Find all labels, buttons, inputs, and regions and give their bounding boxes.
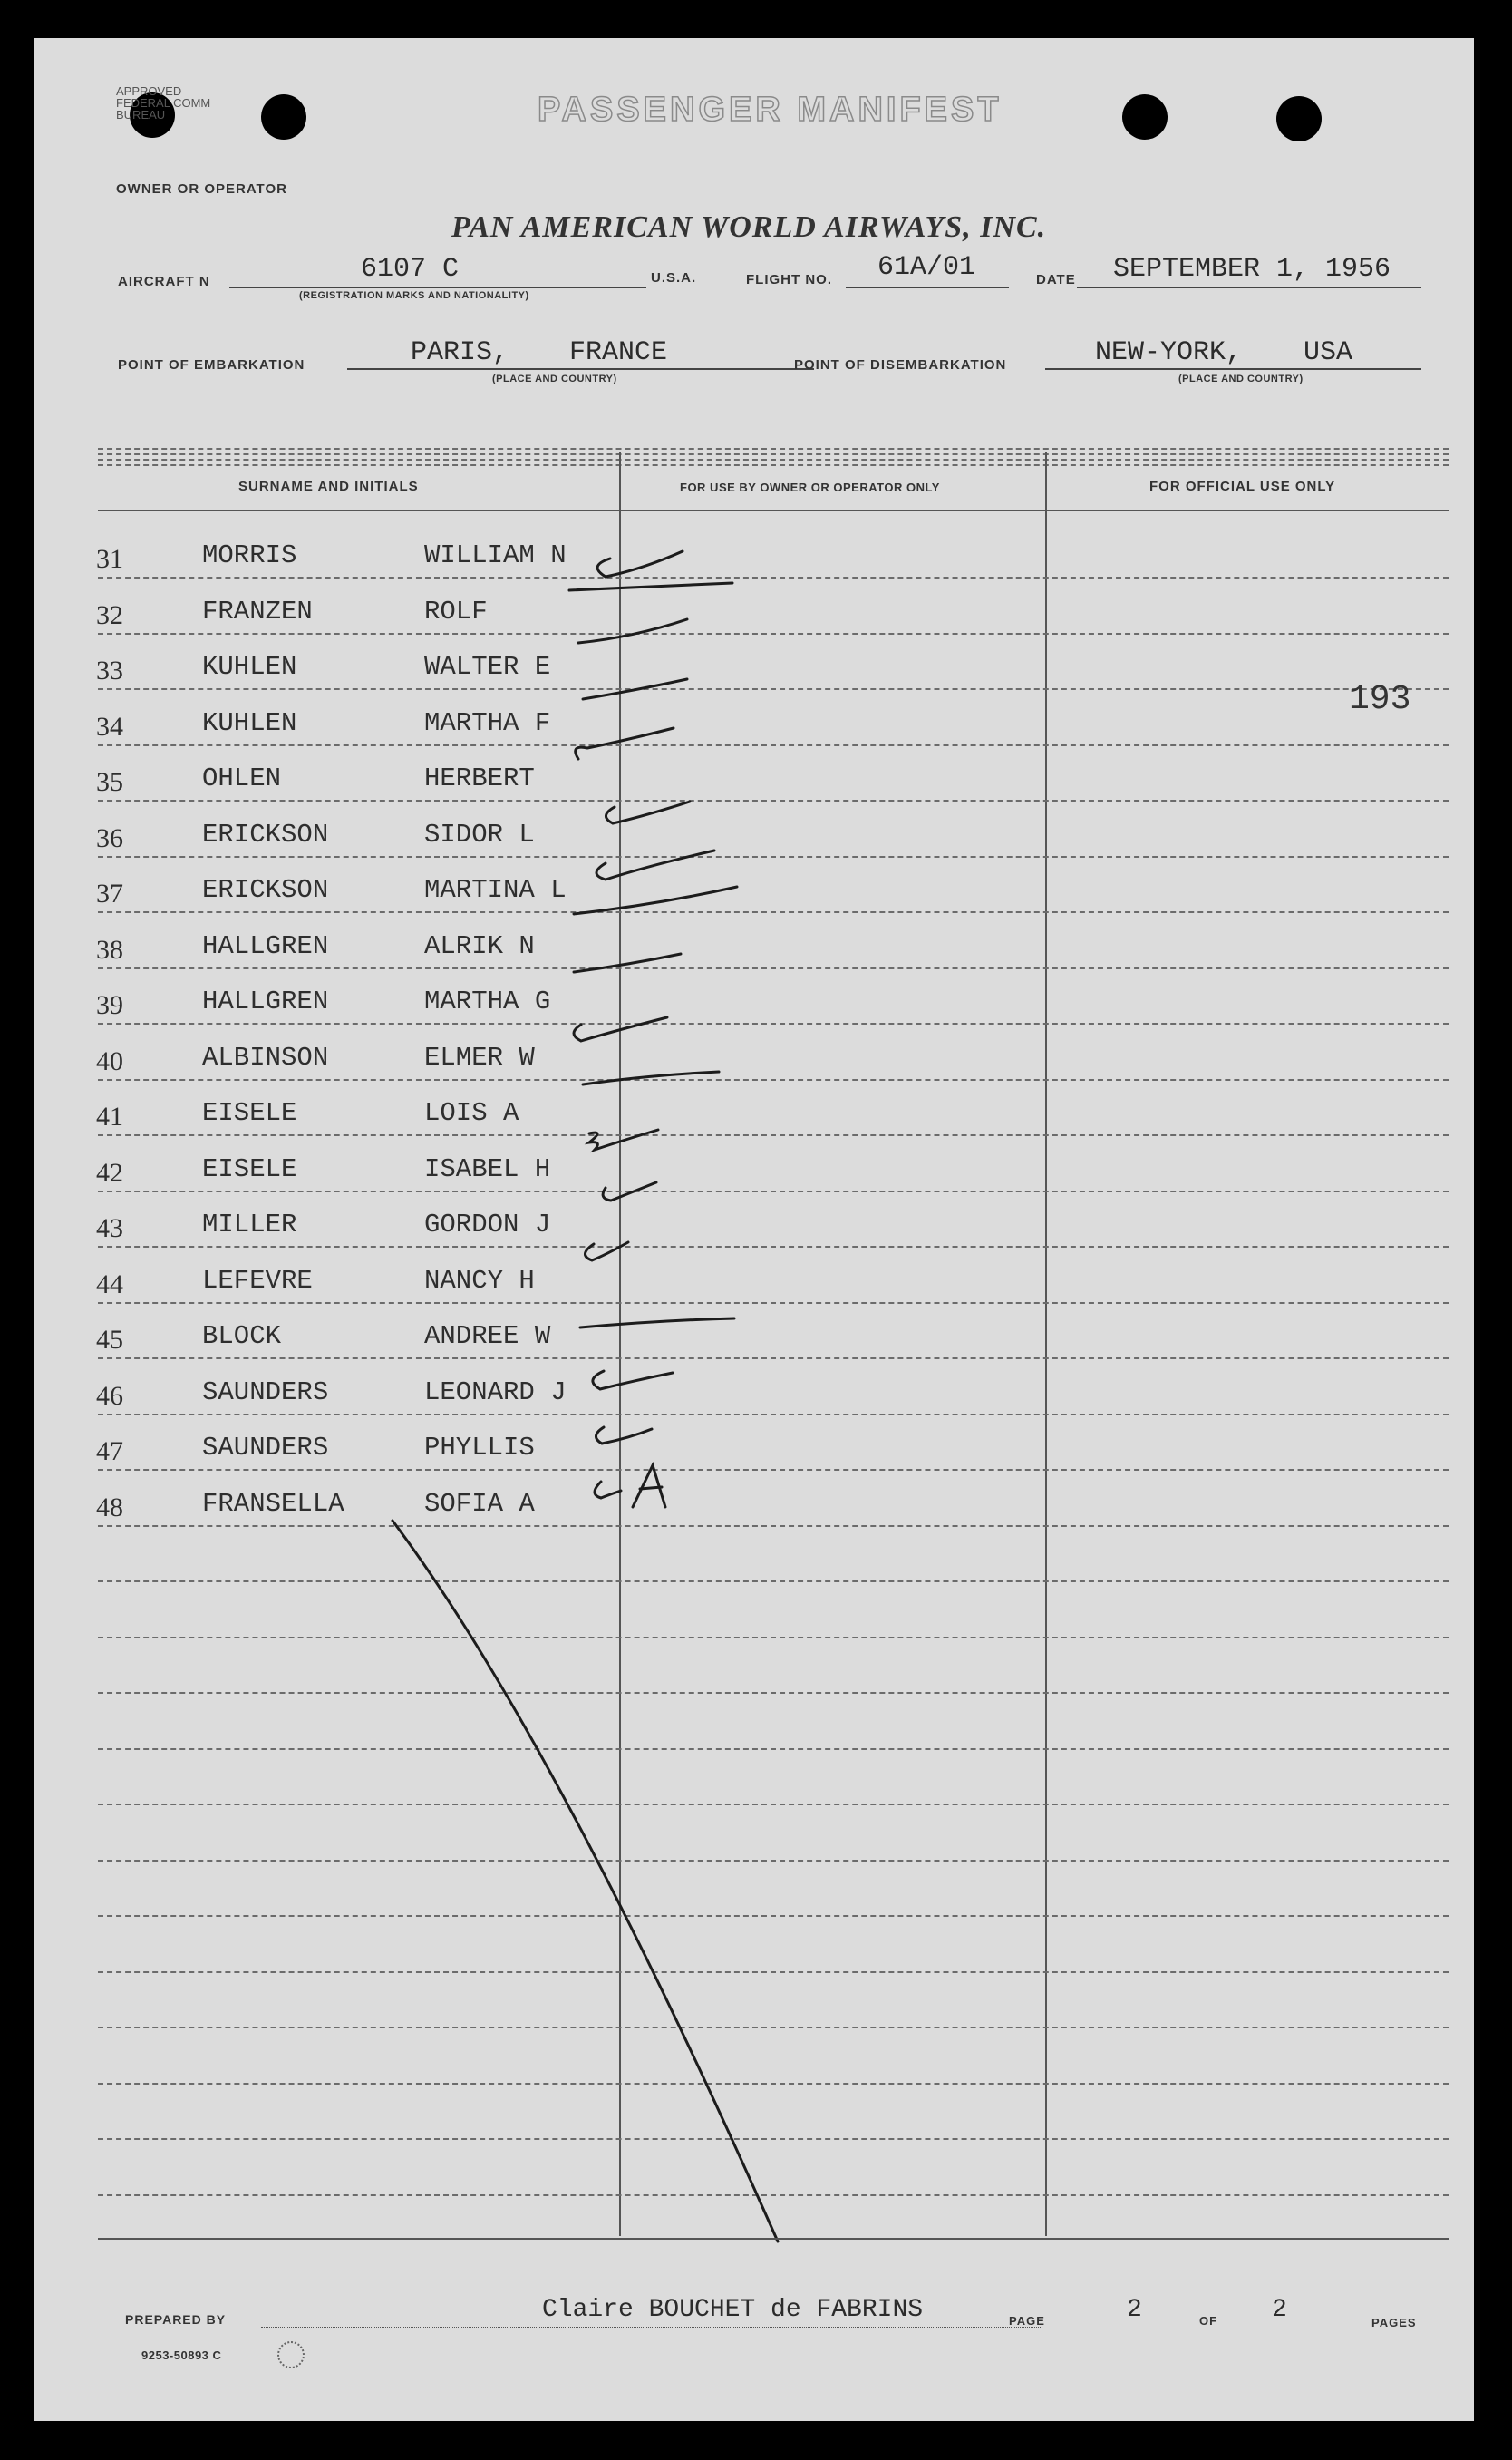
- usa-label: U.S.A.: [651, 270, 697, 286]
- aircraft-sublabel: (REGISTRATION MARKS AND NATIONALITY): [299, 290, 529, 301]
- row-number: 48: [96, 1492, 123, 1522]
- prepared-by-underline: [261, 2327, 1041, 2328]
- surname: FRANSELLA: [202, 1488, 344, 1519]
- initials: ANDREE W: [424, 1321, 551, 1351]
- embarkation-underline: [347, 368, 814, 370]
- disembarkation-country: USA: [1304, 337, 1353, 368]
- surname: MILLER: [202, 1210, 297, 1240]
- header-bottom-rule: [98, 510, 1449, 511]
- row-rule: [98, 1971, 1449, 1973]
- surname: KUHLEN: [202, 652, 297, 682]
- surname: HALLGREN: [202, 987, 329, 1016]
- embarkation-city: PARIS,: [411, 337, 509, 368]
- surname: BLOCK: [202, 1321, 282, 1351]
- row-rule: [98, 1414, 1449, 1415]
- aircraft-value: 6107 C: [361, 254, 460, 285]
- owner-value: PAN AMERICAN WORLD AIRWAYS, INC.: [451, 210, 1047, 244]
- official-note: 193: [1349, 680, 1411, 719]
- initials: MARTINA L: [424, 875, 567, 905]
- row-number: 31: [96, 544, 123, 574]
- date-label: DATE: [1036, 272, 1076, 287]
- table-bottom-rule: [98, 2238, 1449, 2240]
- union-bug-icon: [277, 2341, 305, 2368]
- initials: ISABEL H: [424, 1153, 551, 1184]
- initials: NANCY H: [424, 1265, 535, 1296]
- of-value: 2: [1272, 2296, 1287, 2324]
- manifest-sheet: [34, 38, 1474, 2421]
- row-rule: [98, 1023, 1449, 1025]
- row-rule: [98, 2194, 1449, 2196]
- initials: WILLIAM N: [424, 540, 567, 570]
- row-number: 47: [96, 1436, 123, 1466]
- row-number: 39: [96, 990, 123, 1020]
- row-number: 32: [96, 599, 123, 630]
- initials: HERBERT: [424, 763, 535, 793]
- row-number: 34: [96, 711, 123, 742]
- surname: HALLGREN: [202, 930, 329, 961]
- aircraft-label: AIRCRAFT N: [118, 274, 210, 289]
- row-rule: [98, 1804, 1449, 1805]
- owner-label: OWNER OR OPERATOR: [116, 181, 287, 197]
- row-rule: [98, 688, 1449, 690]
- row-rule: [98, 856, 1449, 858]
- row-number: 45: [96, 1325, 123, 1355]
- row-rule: [98, 2138, 1449, 2140]
- approval-line: BUREAU: [116, 108, 166, 122]
- surname: ERICKSON: [202, 875, 329, 905]
- row-rule: [98, 1134, 1449, 1136]
- page-title: PASSENGER MANIFEST: [538, 91, 1003, 129]
- row-rule: [98, 967, 1449, 969]
- approval-stamp: [116, 85, 210, 121]
- surname: LEFEVRE: [202, 1265, 313, 1296]
- embarkation-sublabel: (PLACE AND COUNTRY): [492, 374, 617, 384]
- row-rule: [98, 911, 1449, 913]
- row-rule: [98, 1246, 1449, 1248]
- table-top-rule: [98, 459, 1449, 461]
- column-header-operator: FOR USE BY OWNER OR OPERATOR ONLY: [680, 481, 940, 494]
- row-rule: [98, 1079, 1449, 1081]
- row-number: 36: [96, 822, 123, 853]
- prepared-by-value: Claire BOUCHET de FABRINS: [542, 2296, 924, 2324]
- row-number: 38: [96, 934, 123, 965]
- disembarkation-city: NEW-YORK,: [1095, 337, 1243, 368]
- surname: ALBINSON: [202, 1042, 329, 1073]
- surname: FRANZEN: [202, 596, 313, 627]
- initials: SIDOR L: [424, 819, 535, 850]
- of-label: OF: [1199, 2314, 1218, 2328]
- embarkation-label: POINT OF EMBARKATION: [118, 357, 305, 373]
- row-number: 41: [96, 1102, 123, 1132]
- initials: ELMER W: [424, 1042, 535, 1073]
- flight-label: FLIGHT NO.: [746, 272, 832, 287]
- row-rule: [98, 800, 1449, 802]
- row-rule: [98, 633, 1449, 635]
- row-number: 40: [96, 1045, 123, 1076]
- disembarkation-label: POINT OF DISEMBARKATION: [794, 357, 1007, 373]
- row-rule: [98, 1191, 1449, 1192]
- row-number: 43: [96, 1213, 123, 1243]
- form-code: 9253-50893 C: [141, 2348, 222, 2362]
- initials: MARTHA G: [424, 987, 551, 1016]
- initials: SOFIA A: [424, 1488, 535, 1519]
- page-label: PAGE: [1009, 2314, 1045, 2328]
- punch-hole: [1122, 94, 1168, 140]
- initials: WALTER E: [424, 652, 551, 682]
- surname: EISELE: [202, 1098, 297, 1128]
- column-header-surname: SURNAME AND INITIALS: [238, 479, 419, 494]
- row-rule: [98, 1525, 1449, 1527]
- prepared-by-label: PREPARED BY: [125, 2312, 227, 2327]
- column-divider: [619, 452, 621, 2236]
- surname: EISELE: [202, 1153, 297, 1184]
- punch-hole: [1276, 96, 1322, 141]
- date-value: SEPTEMBER 1, 1956: [1113, 254, 1391, 285]
- flight-underline: [846, 287, 1009, 288]
- row-rule: [98, 1915, 1449, 1917]
- surname: SAUNDERS: [202, 1433, 329, 1463]
- row-rule: [98, 1748, 1449, 1750]
- row-rule: [98, 1637, 1449, 1638]
- row-number: 37: [96, 879, 123, 909]
- page-value: 2: [1127, 2296, 1142, 2324]
- row-rule: [98, 1357, 1449, 1359]
- flight-value: 61A/01: [877, 252, 976, 283]
- row-rule: [98, 577, 1449, 579]
- row-rule: [98, 1469, 1449, 1471]
- surname: SAUNDERS: [202, 1376, 329, 1407]
- row-number: 44: [96, 1269, 123, 1299]
- table-top-rule: [98, 453, 1449, 455]
- table-top-rule: [98, 464, 1449, 466]
- surname: OHLEN: [202, 763, 282, 793]
- row-rule: [98, 744, 1449, 746]
- row-rule: [98, 2083, 1449, 2085]
- initials: ALRIK N: [424, 930, 535, 961]
- column-header-official: FOR OFFICIAL USE ONLY: [1149, 479, 1336, 494]
- initials: ROLF: [424, 596, 488, 627]
- row-rule: [98, 1860, 1449, 1862]
- row-rule: [98, 1692, 1449, 1694]
- row-rule: [98, 1302, 1449, 1304]
- table-top-rule: [98, 448, 1449, 450]
- date-underline: [1077, 287, 1421, 288]
- column-divider: [1045, 452, 1047, 2236]
- disembarkation-underline: [1045, 368, 1421, 370]
- initials: GORDON J: [424, 1210, 551, 1240]
- row-number: 35: [96, 767, 123, 797]
- initials: LEONARD J: [424, 1376, 567, 1407]
- initials: PHYLLIS: [424, 1433, 535, 1463]
- aircraft-underline: [229, 287, 646, 288]
- punch-hole: [261, 94, 306, 140]
- row-rule: [98, 1580, 1449, 1582]
- row-number: 33: [96, 656, 123, 685]
- embarkation-country: FRANCE: [569, 337, 668, 368]
- surname: MORRIS: [202, 540, 297, 570]
- surname: ERICKSON: [202, 819, 329, 850]
- initials: LOIS A: [424, 1098, 519, 1128]
- surname: KUHLEN: [202, 707, 297, 738]
- initials: MARTHA F: [424, 707, 551, 738]
- approval-line: APPROVED: [116, 84, 182, 98]
- approval-line: FEDERAL COMM: [116, 96, 211, 110]
- disembarkation-sublabel: (PLACE AND COUNTRY): [1178, 374, 1304, 384]
- row-number: 42: [96, 1157, 123, 1188]
- pages-label: PAGES: [1371, 2316, 1417, 2329]
- row-number: 46: [96, 1380, 123, 1411]
- row-rule: [98, 2027, 1449, 2028]
